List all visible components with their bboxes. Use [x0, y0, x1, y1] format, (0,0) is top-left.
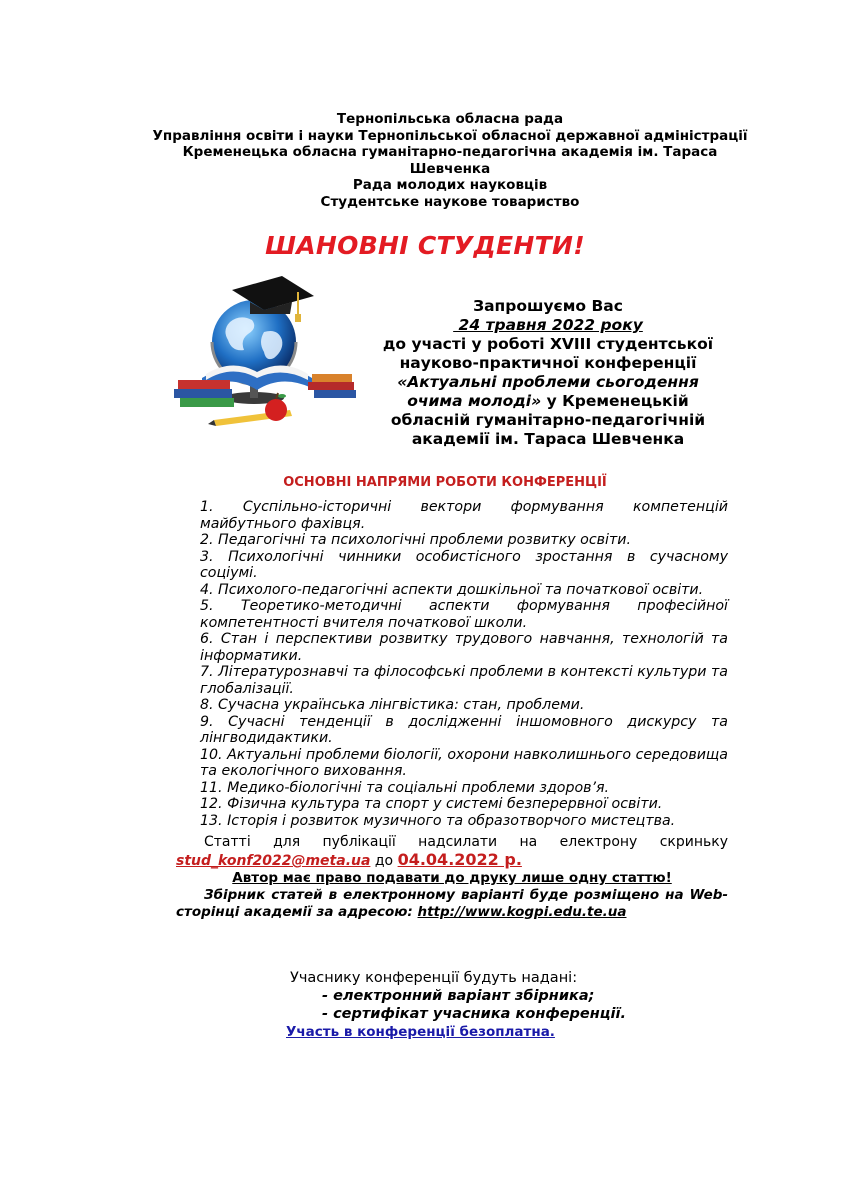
list-item: 7. Літературознавчі та філософські проблеми в контексті культури та глобалізації.	[200, 664, 728, 697]
list-item: 2. Педагогічні та психологічні проблеми розвитку освіти.	[200, 532, 631, 548]
list-item: 4. Психолого-педагогічні аспекти дошкільної та початкової освіти.	[200, 581, 704, 598]
invite-text: у Кременецькій обласній гуманітарно-педагогічній академії ім. Тараса Шевченка	[390, 392, 706, 448]
submission-info	[176, 834, 728, 921]
conference-name: «Актуальні проблеми сьогодення очима молоді»	[397, 373, 699, 410]
header-line: Кременецька обласна гуманітарно-педагогічна академія ім. Тараса Шевченка	[182, 144, 718, 177]
list-item: 11. Медико-біологічні та соціальні проблеми здоров’я.	[200, 779, 610, 796]
header-line: Студентське наукове товариство	[320, 193, 580, 210]
free-participation-link[interactable]: Участь в конференції безоплатна.	[286, 1024, 555, 1040]
header	[150, 111, 750, 210]
list-item: 1. Суспільно-історичні вектори формування компетенцій майбутнього фахівця.	[200, 499, 728, 532]
list-item: - електронний варіант збірника;	[322, 988, 595, 1004]
collection-note	[176, 887, 728, 921]
directions-title: ОСНОВНІ НАПРЯМИ РОБОТИ КОНФЕРЕНЦІЇ	[283, 475, 607, 490]
header-line: Тернопільська обласна рада	[336, 111, 564, 127]
list-item: 6. Стан і перспективи розвитку трудового навчання, технологій та інформатики.	[200, 631, 728, 664]
list-item: 12. Фізична культура та спорт у системі безперервної освіти.	[200, 796, 663, 812]
author-rights-note: Автор має право подавати до друку лише одну статтю!	[232, 870, 672, 886]
submission-line	[176, 851, 728, 870]
directions-list	[200, 499, 728, 829]
invite-text: до участі у роботі XVIII студентської науково-практичної конференції	[382, 335, 714, 372]
list-item: 3. Психологічні чинники особистісного зростання в сучасному соціумі.	[200, 548, 728, 581]
header-line: Управління освіти і науки Тернопільської обласної державної адміністрації	[152, 127, 748, 144]
conference-date: 24 травня 2022 року	[453, 316, 643, 334]
list-item: - сертифікат учасника конференції.	[322, 1006, 626, 1022]
globe-with-graduation-cap-icon	[172, 270, 362, 430]
list-item: 5. Теоретико-методичні аспекти формування професійної компетентності вчителя початкової школи.	[200, 598, 728, 631]
participant-benefits	[286, 969, 710, 1041]
page-title: ШАНОВНІ СТУДЕНТИ!	[265, 231, 585, 260]
submission-text: до	[370, 853, 398, 869]
invite-line: Запрошуємо Вас	[473, 297, 623, 315]
benefits-intro: Учаснику конференції будуть надані:	[290, 970, 578, 986]
list-item: 8. Сучасна українська лінгвістика: стан, проблеми.	[200, 697, 585, 713]
email-link[interactable]: stud_konf2022@meta.ua	[176, 853, 371, 869]
deadline: 04.04.2022 р.	[397, 850, 522, 869]
list-item: 10. Актуальні проблеми біології, охорони навколишнього середовища та екологічного виховання.	[200, 746, 728, 779]
invite-line	[378, 335, 718, 449]
submission-text: Статті для публікації надсилати на електрону скриньку	[204, 834, 728, 850]
collection-text: Збірник статей в електронному варіанті буде розміщено на Web-сторінці академії за адресою:	[176, 887, 728, 920]
list-item: 9. Сучасні тенденції в дослідженні іншомовного дискурсу та лінгводидактики.	[200, 713, 728, 746]
list-item: 13. Історія і розвиток музичного та образотворчого мистецтва.	[200, 812, 676, 829]
invitation	[378, 297, 718, 449]
header-line: Рада молодих науковців	[352, 177, 548, 193]
website-link[interactable]: http://www.kogpi.edu.te.ua	[417, 904, 627, 920]
